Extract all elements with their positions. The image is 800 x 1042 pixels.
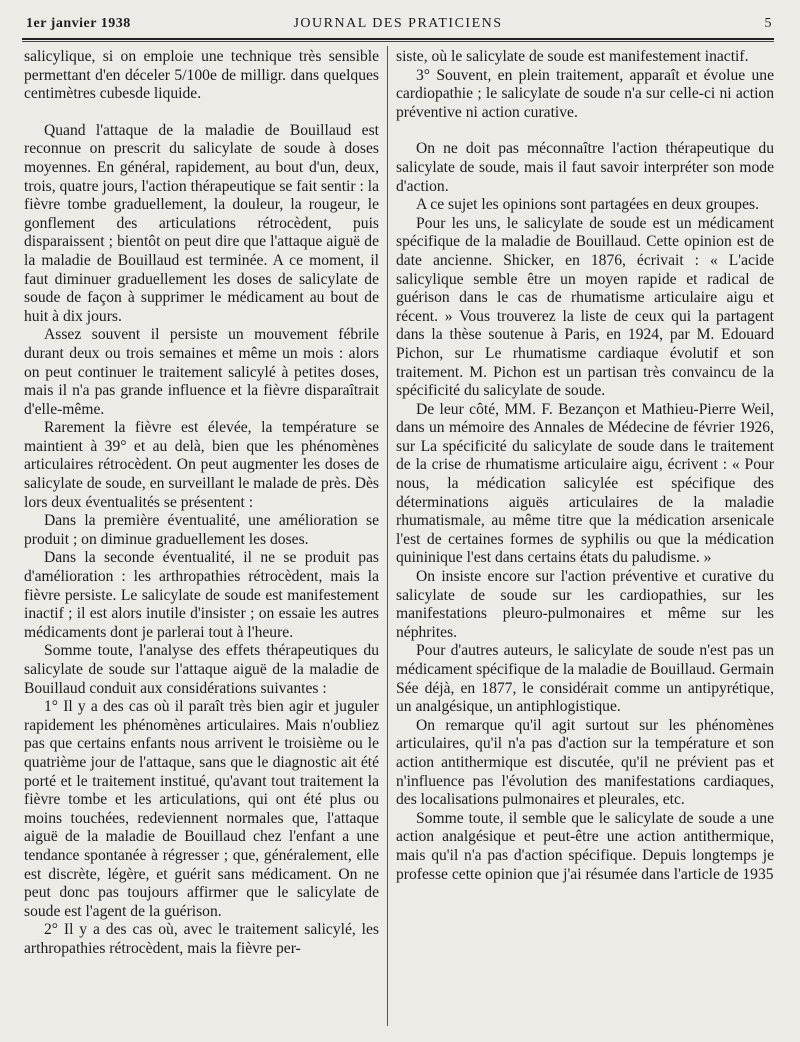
paragraph: A ce sujet les opinions sont partagées en deux groupes. (416, 196, 759, 214)
paragraph: 2° Il y a des cas où, avec le traitement salicylé, les arthropathies rétrocèdent, mais la fièvre per- (24, 921, 379, 957)
issue-date: 1er janvier 1938 (26, 16, 131, 31)
paragraph: Quand l'attaque de la maladie de Bouillaud est reconnue on prescrit du salicylate de soude à doses moyennes. En général, rapidement, au bout d'un, deux, trois, quatre jours, l'action thérapeutique se fait sentir : la fièvre tombe graduellement, la douleur, la rougeur, le gonflement des articulations rétrocèdent, puis disparaissent ; bientôt on peut dire que l'attaque aiguë de la maladie de Bouillaud est terminée. A ce moment, il faut diminuer graduellement les doses de salicylate de soude de façon à supprimer le médicament au bout de huit à dix jours. (24, 121, 379, 325)
paragraph: Dans la première éventualité, une amélioration se produit ; on diminue graduellement les doses. (24, 512, 379, 548)
header-rule-thin (22, 41, 774, 42)
paragraph: Pour d'autres auteurs, le salicylate de soude n'est pas un médicament spécifique de la maladie de Bouillaud. Germain Sée déjà, en 1877, le considérait comme un antipyrétique, un analgésique, un antiphlogistique. (396, 642, 774, 716)
paragraph: On ne doit pas méconnaître l'action thérapeutique du salicylate de soude, mais il faut savoir interpréter son mode d'action. (396, 140, 774, 195)
right-column (396, 48, 774, 884)
paragraph: 3° Souvent, en plein traitement, apparaît et évolue une cardiopathie ; le salicylate de soude n'a sur celle-ci ni action préventive ni action curative. (396, 66, 774, 121)
header-rule (22, 38, 774, 40)
paragraph: Pour les uns, le salicylate de soude est un médicament spécifique de la maladie de Bouillaud. Cette opinion est de date ancienne. Shicker, en 1876, écrivait : « L'acide salicylique semble être un moyen rapide et radical de guérison dans le cas de rhumatisme articulaire aigu et récent. » Vous trouverez la liste de ceux qui la partagent dans la thèse soutenue à Paris, en 1924, par M. Edouard Pichon, sur Le rhumatisme cardiaque évolutif et son traitement. M. Pichon est un partisan très convaincu de la spécificité du salicylate de soude. (396, 214, 774, 400)
paragraph: salicylique, si on emploie une technique très sensible permettant d'en déceler 5/100e de milligr. dans quelques centimètres cubesde liquide. (24, 48, 379, 103)
paragraph: Rarement la fièvre est élevée, la température se maintient à 39° et au delà, bien que les phénomènes articulaires rétrocèdent. On peut augmenter les doses de salicylate de soude, en surveillant le malade de près. Dès lors deux éventualités se présentent : (24, 419, 379, 511)
paragraph: Dans la seconde éventualité, il ne se produit pas d'amélioration : les arthropathies rétrocèdent, mais la fièvre persiste. Le salicylate de soude est manifestement inactif ; il est alors inutile d'insister ; on essaie les autres médicaments dont je parlerai tout à l'heure. (24, 549, 379, 641)
left-column (24, 48, 379, 959)
page-number: 5 (764, 16, 772, 31)
journal-title: JOURNAL DES PRATICIENS (293, 16, 503, 31)
page-header (24, 14, 772, 36)
column-divider (387, 46, 388, 1026)
paragraph: On insiste encore sur l'action préventive et curative du salicylate de soude sur les cardiopathies, sur les manifestations pleuro-pulmonaires et même sur les néphrites. (396, 568, 774, 641)
paragraph: Assez souvent il persiste un mouvement fébrile durant deux ou trois semaines et même un mois : alors on peut continuer le traitement salicylé à petites doses, mais il n'a pas grande influence et la fièvre disparaîtrait d'elle-même. (24, 326, 379, 418)
paragraph: Somme toute, l'analyse des effets thérapeutiques du salicylate de soude sur l'attaque aiguë de la maladie de Bouillaud conduit aux considérations suivantes : (24, 642, 379, 697)
paragraph: On remarque qu'il agit surtout sur les phénomènes articulaires, qu'il n'a pas d'action sur la température et son action antithermique est discutée, qu'il ne prévient pas et n'influence pas l'évolution des manifestations cardiaques, des localisations pulmonaires et pleurales, etc. (396, 716, 774, 809)
paragraph: De leur côté, MM. F. Bezançon et Mathieu-Pierre Weil, dans un mémoire des Annales de Médecine de février 1926, sur La spécificité du salicylate de soude dans le traitement de la crise de rhumatisme articulaire aigu, écrivent : « Pour nous, la médication salicylée est spécifique des déterminations aiguës articulaires de la maladie rhumatismale, au même titre que la médication arsenicale l'est de certaines formes de syphilis ou que la médication quininique l'est dans certains états du paludisme. » (396, 400, 774, 567)
paragraph: siste, où le salicylate de soude est manifestement inactif. (396, 48, 749, 65)
paragraph: Somme toute, il semble que le salicylate de soude a une action analgésique et peut-être une action antithermique, mais qu'il n'a pas d'action spécifique. Depuis longtemps je professe cette opinion que j'ai résumée dans l'article de 1935 (396, 809, 774, 883)
paragraph: 1° Il y a des cas où il paraît très bien agir et juguler rapidement les phénomènes articulaires. Mais n'oubliez pas que certains enfants nous arrivent le troisième ou le quatrième jour de l'attaque, sans que le diagnostic ait été porté et le traitement institué, qu'avant tout traitement la fièvre tombe et les articulations, qui ont été plus ou moins touchées, redeviennent normales que, l'attaque aiguë de la maladie de Bouillaud chez l'enfant a une tendance spontanée à régresser ; que, généralement, elle est discrète, légère, et guérit sans médicament. On ne peut donc pas toujours affirmer que le salicylate de soude est l'agent de la guérison. (24, 698, 379, 920)
